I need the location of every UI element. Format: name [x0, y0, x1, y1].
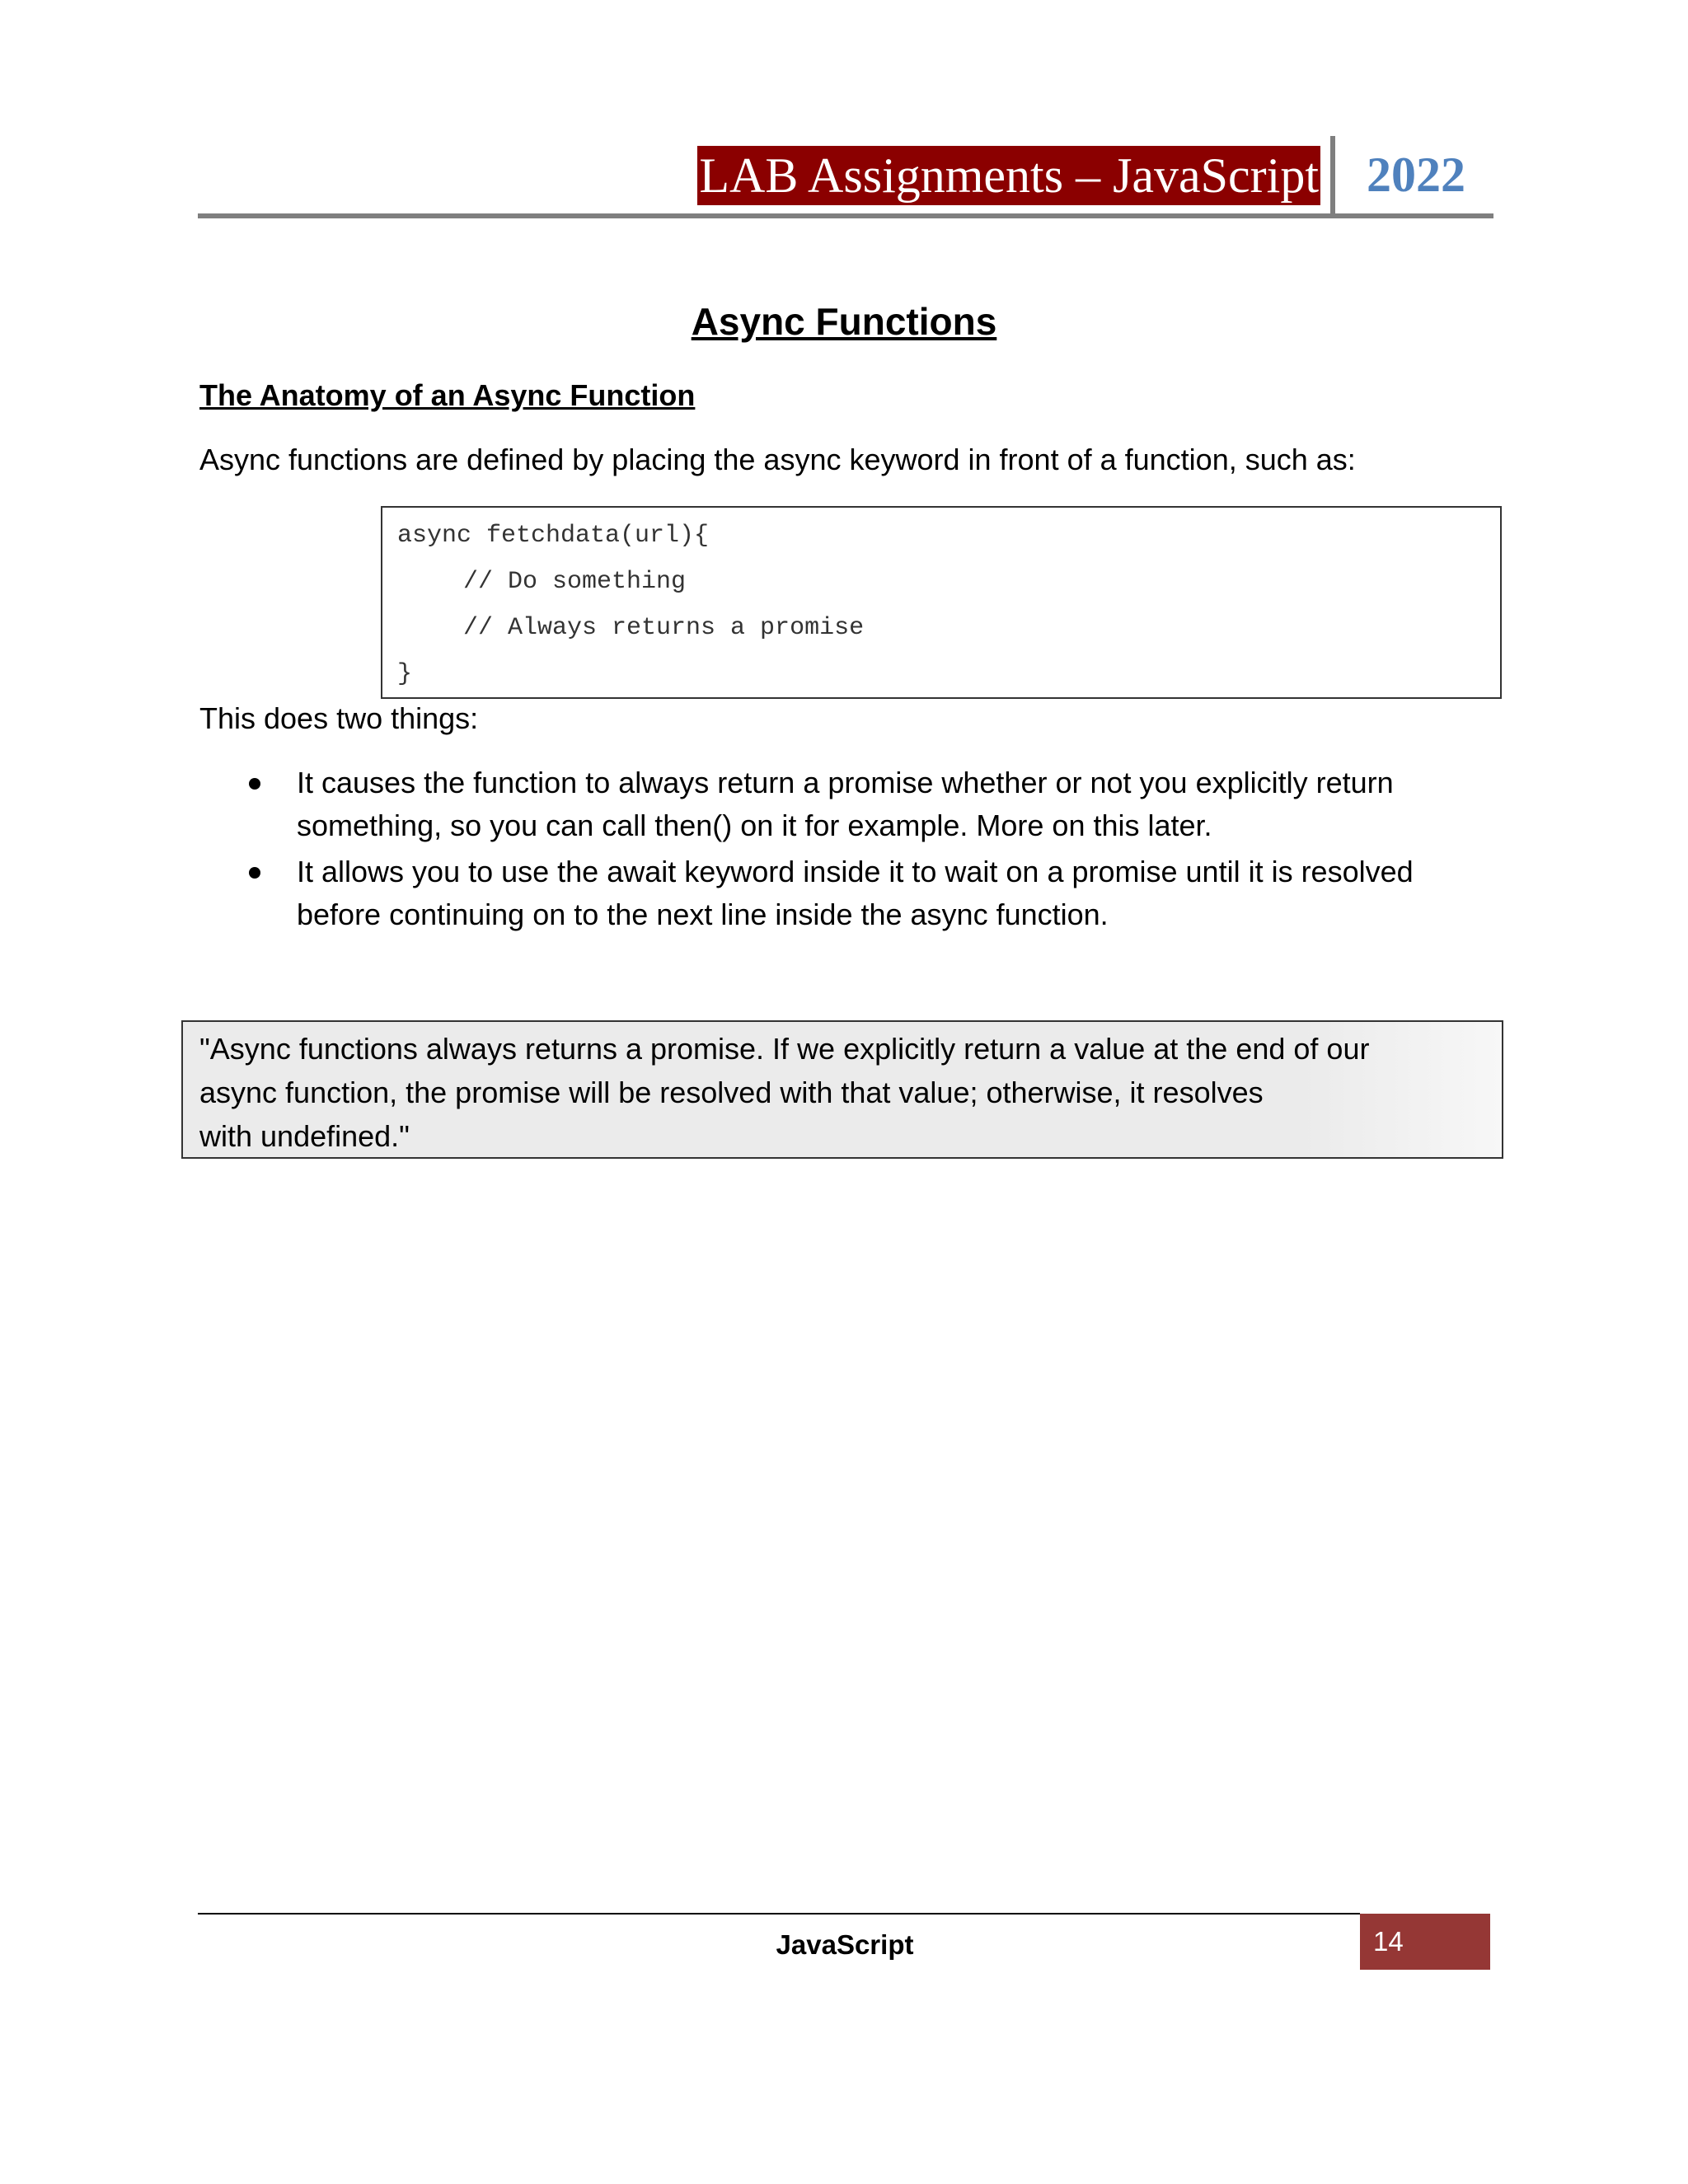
header-divider	[1330, 136, 1335, 215]
footer-label: JavaScript	[776, 1929, 914, 1960]
page-title: Async Functions	[691, 300, 997, 343]
code-block	[381, 506, 1502, 699]
list-item-text: It causes the function to always return a promise whether or not you explicitly return something, so you can call then() on it for example. More on this later.	[297, 766, 1394, 842]
list-item-text: It allows you to use the await keyword inside it to wait on a promise until it is resolved before continuing on to the next line inside the async function.	[297, 855, 1414, 931]
code-line: }	[397, 660, 413, 688]
bullet-icon	[249, 778, 260, 790]
bullet-list	[199, 762, 1485, 940]
intro-paragraph: Async functions are defined by placing the async keyword in front of a function, such as:	[199, 443, 1356, 476]
bullet-icon	[249, 867, 260, 879]
list-item	[199, 851, 1485, 936]
page-number: 14	[1360, 1914, 1490, 1970]
quote-box: "Async functions always returns a promise. If we explicitly return a value at the end of our async function, the promise will be resolved with that value; otherwise, it resolves with undefined."	[181, 1020, 1503, 1159]
does-two-things-paragraph: This does two things:	[199, 701, 479, 735]
section-heading: The Anatomy of an Async Function	[199, 378, 696, 412]
page-header	[198, 136, 1493, 218]
header-year: 2022	[1367, 148, 1465, 202]
header-rule	[198, 213, 1493, 218]
header-title: LAB Assignments – JavaScript	[697, 146, 1320, 205]
code-line: // Do something	[463, 568, 687, 596]
code-line: async fetchdata(url){	[397, 522, 710, 550]
list-item	[199, 762, 1485, 847]
footer-rule	[198, 1913, 1360, 1915]
code-line: // Always returns a promise	[463, 614, 865, 642]
